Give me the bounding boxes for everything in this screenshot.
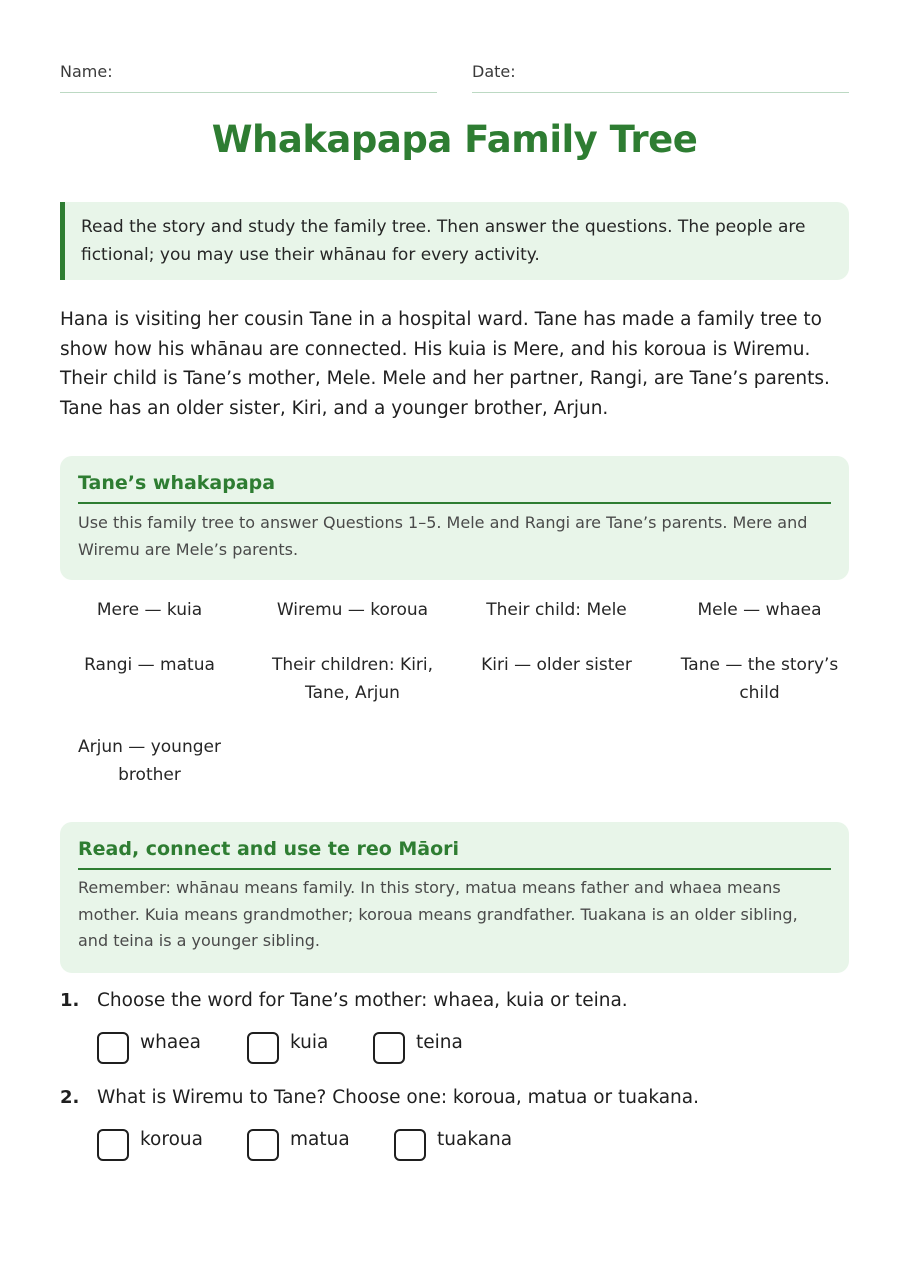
- question-text: What is Wiremu to Tane? Choose one: koroua, matua or tuakana.: [97, 1087, 699, 1108]
- option-label: kuia: [290, 1032, 329, 1053]
- tree-item-mere: Mere — kuia: [96, 600, 203, 620]
- family-tree-heading: Tane’s whakapapa: [78, 456, 831, 504]
- tree-item-their-child: Their child: Mele: [486, 600, 627, 620]
- tree-item-rangi: Rangi — matua: [84, 655, 215, 675]
- family-tree-instructions: Use this family tree to answer Questions 1–5. Mele and Rangi are Tane’s parents. Mere and Wiremu are Mele’s parents.: [78, 513, 808, 559]
- te-reo-panel: [60, 822, 849, 973]
- tree-item-tane: Tane — the story’s child: [680, 655, 839, 703]
- tree-item-arjun: Arjun — younger brother: [78, 737, 221, 785]
- te-reo-heading: Read, connect and use te reo Māori: [78, 822, 831, 870]
- checkbox[interactable]: [97, 1032, 129, 1064]
- question-text: Choose the word for Tane’s mother: whaea, kuia or teina.: [97, 990, 628, 1011]
- tree-item-wiremu: Wiremu — koroua: [276, 600, 429, 620]
- checkbox[interactable]: [247, 1129, 279, 1161]
- tree-item-mele: Mele — whaea: [697, 600, 822, 620]
- checkbox[interactable]: [373, 1032, 405, 1064]
- story-paragraph: Hana is visiting her cousin Tane in a hospital ward. Tane has made a family tree to show how his whānau are connected. His kuia is Mere, and his koroua is Wiremu. Their child is Tane’s mother, Mele. Mele and her partner, Rangi, are Tane’s parents. Tane has an older sister, Kiri, and a younger brother, Arjun.: [60, 309, 830, 419]
- checkbox[interactable]: [394, 1129, 426, 1161]
- checkbox[interactable]: [247, 1032, 279, 1064]
- family-tree-panel: [60, 456, 849, 580]
- name-field[interactable]: [60, 62, 437, 93]
- option-label: tuakana: [437, 1129, 513, 1150]
- question-number: 1.: [60, 990, 80, 1011]
- instructions-box: Read the story and study the family tree. Then answer the questions. The people are fictional; you may use their whānau for every activity.: [60, 202, 849, 280]
- tree-item-kiri: Kiri — older sister: [481, 655, 632, 675]
- name-label: Name:: [60, 62, 113, 81]
- option-label: whaea: [140, 1032, 201, 1053]
- page-title: Whakapapa Family Tree: [211, 118, 698, 161]
- tree-item-their-children: Their children: Kiri, Tane, Arjun: [271, 655, 434, 703]
- te-reo-text: Remember: whānau means family. In this story, matua means father and whaea means mother. Kuia means grandmother; koroua means grandfather. Tuakana is an older sibling, and teina is a younger sibling.: [78, 878, 798, 950]
- question-number: 2.: [60, 1087, 80, 1108]
- option-label: matua: [290, 1129, 350, 1150]
- option-label: teina: [416, 1032, 463, 1053]
- checkbox[interactable]: [97, 1129, 129, 1161]
- name-date-row: [60, 62, 849, 94]
- date-field[interactable]: [472, 62, 849, 93]
- date-label: Date:: [472, 62, 516, 81]
- option-label: koroua: [140, 1129, 203, 1150]
